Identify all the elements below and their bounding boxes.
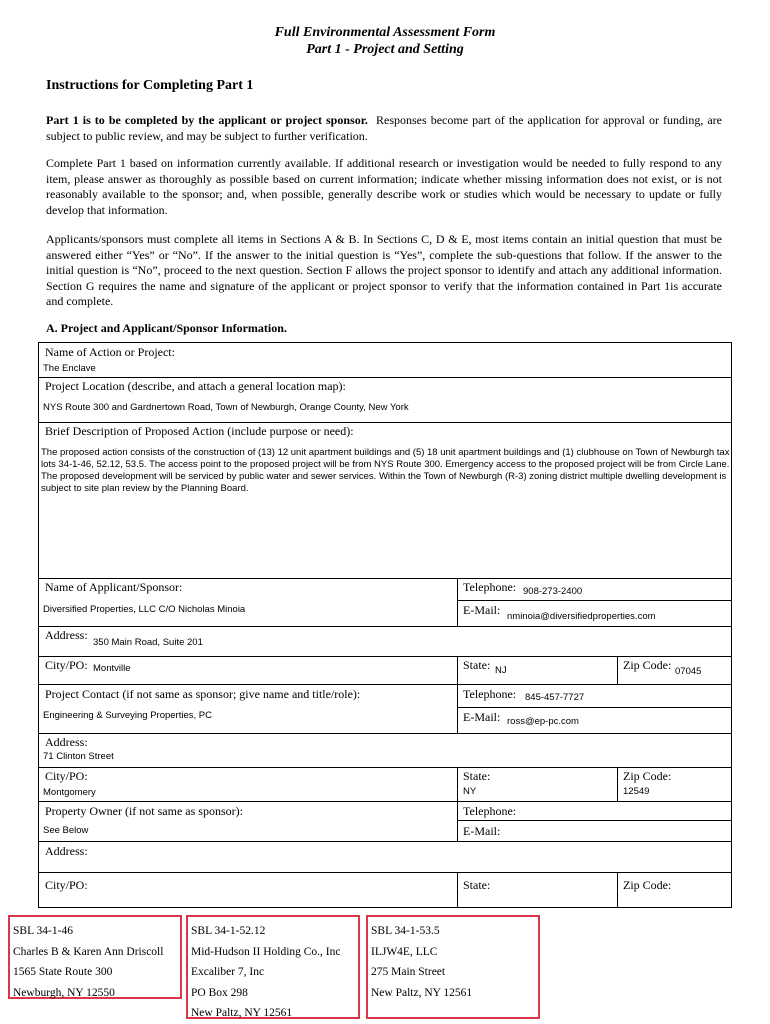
divider	[39, 684, 731, 685]
divider	[39, 767, 731, 768]
owner-state-label: State:	[463, 878, 491, 892]
contact-state-value[interactable]: NY	[463, 786, 477, 797]
applicant-email-value[interactable]: nminoia@diversifiedproperties.com	[507, 611, 656, 622]
contact-telephone-label: Telephone:	[463, 687, 517, 701]
owner-city: New Paltz, NY 12561	[371, 986, 473, 999]
form-title: Full Environmental Assessment Form	[274, 25, 496, 40]
owner-street: 275 Main Street	[371, 966, 446, 978]
divider	[457, 872, 458, 907]
applicant-state-value[interactable]: NJ	[495, 665, 507, 676]
description-value[interactable]: The proposed action consists of the construction of (13) 12 unit apartment buildings and (5) 18 unit apartment buildings and (1) clubhouse on Town of Newburgh tax lots 34-1-46, 52.12, 53.5. The access point to the proposed project will be from NYS Route 300. Emergency access to the proposed project will be from Circle Lane. The proposed development will be serviced by public water and sewer services. Within the Town of Newburgh (R-3) zoning district multiple dwelling development is subject to site plan review by the Planning Board.	[41, 447, 730, 494]
divider	[39, 841, 731, 842]
action-name-label: Name of Action or Project:	[45, 345, 175, 359]
divider	[457, 578, 458, 626]
owner-zip-label: Zip Code:	[623, 878, 672, 892]
project-contact-label: Project Contact (if not same as sponsor; give name and title/role):	[45, 687, 361, 701]
divider	[457, 656, 458, 684]
instructions-paragraph-2: Complete Part 1 based on information currently available. If additional research or investigation would be needed to fully respond to any item, please answer as thoroughly as possible based on current information; indicate whether missing information does not exist, or is not reasonably available to the sponsor; and, when possible, generally describe work or studies which would be necessary to update or fully develop that information.	[46, 156, 722, 217]
divider	[39, 377, 731, 378]
contact-telephone-value[interactable]: 845-457-7727	[525, 692, 585, 703]
applicant-name-label: Name of Applicant/Sponsor:	[45, 580, 183, 594]
owner-box-34-1-53-5	[366, 915, 540, 1019]
divider	[39, 578, 731, 579]
contact-email-value[interactable]: ross@ep-pc.com	[507, 716, 579, 727]
owner-name: Mid-Hudson II Holding Co., Inc	[191, 945, 341, 958]
description-label: Brief Description of Proposed Action (include purpose or need):	[45, 424, 354, 438]
applicant-email-label: E-Mail:	[463, 603, 501, 617]
applicant-telephone-label: Telephone:	[463, 580, 517, 594]
project-location-label: Project Location (describe, and attach a general location map):	[45, 379, 346, 393]
owner-box-34-1-46	[8, 915, 182, 999]
instructions-heading: Instructions for Completing Part 1	[46, 78, 254, 93]
instructions-paragraph-1	[46, 113, 722, 144]
contact-city-label: City/PO:	[45, 769, 88, 783]
contact-city-value[interactable]: Montgomery	[43, 787, 96, 798]
owner-address-label: Address:	[45, 844, 88, 858]
contact-state-label: State:	[463, 769, 491, 783]
owner-city: Newburgh, NY 12550	[13, 986, 115, 999]
divider	[617, 872, 618, 907]
applicant-address-label: Address:	[45, 628, 88, 642]
owner-name: ILJW4E, LLC	[371, 945, 438, 958]
owner-sbl: SBL 34-1-46	[13, 925, 73, 937]
contact-zip-label: Zip Code:	[623, 769, 672, 783]
divider	[457, 600, 731, 601]
contact-address-value[interactable]: 71 Clinton Street	[43, 751, 114, 762]
divider	[617, 767, 618, 801]
divider	[39, 733, 731, 734]
owner-city-label: City/PO:	[45, 878, 88, 892]
contact-zip-value[interactable]: 12549	[623, 786, 650, 797]
owner-sbl: SBL 34-1-52.12	[191, 925, 266, 937]
applicant-telephone-value[interactable]: 908-273-2400	[523, 586, 583, 597]
applicant-state-label: State:	[463, 658, 491, 672]
property-owner-value[interactable]: See Below	[43, 825, 89, 836]
owner-name: Charles B & Karen Ann Driscoll	[13, 945, 164, 958]
instructions-paragraph-3: Applicants/sponsors must complete all items in Sections A & B. In Sections C, D & E, most items contain an initial question that must be answered either “Yes” or “No”. If the answer to the initial question is “Yes”, complete the sub-questions that follow. If the answer to the initial question is “No”, proceed to the next question. Section F allows the project sponsor to identify and attach any additional information. Section G requires the name and signature of the applicant or project sponsor to verify that the information contained in Part 1is accurate and complete.	[46, 232, 722, 308]
project-contact-value[interactable]: Engineering & Surveying Properties, PC	[43, 710, 212, 721]
paragraph-1-bold: Part 1 is to be completed by the applicant or project sponsor.	[46, 113, 368, 127]
owner-box-34-1-52-12	[186, 915, 360, 1019]
divider	[457, 767, 458, 801]
applicant-city-value[interactable]: Montville	[93, 663, 131, 674]
divider	[39, 872, 731, 873]
owner-company: Excaliber 7, Inc	[191, 966, 265, 978]
divider	[39, 626, 731, 627]
divider	[457, 801, 458, 841]
applicant-address-value[interactable]: 350 Main Road, Suite 201	[93, 637, 203, 648]
applicant-zip-label: Zip Code:	[623, 658, 672, 672]
form-subtitle: Part 1 - Project and Setting	[306, 42, 464, 57]
action-name-value[interactable]: The Enclave	[43, 363, 96, 374]
divider	[39, 656, 731, 657]
property-owner-label: Property Owner (if not same as sponsor):	[45, 804, 243, 818]
contact-address-label: Address:	[45, 735, 88, 749]
paragraph-1-text: Responses become part of the application for approval or funding, are subject to public review, and may be subject to further verification.	[46, 113, 723, 143]
owner-sbl: SBL 34-1-53.5	[371, 925, 440, 937]
divider	[39, 801, 731, 802]
applicant-city-label: City/PO:	[45, 658, 88, 672]
section-a-heading: A. Project and Applicant/Sponsor Information.	[46, 321, 287, 335]
contact-email-label: E-Mail:	[463, 710, 501, 724]
divider	[617, 656, 618, 684]
applicant-name-value[interactable]: Diversified Properties, LLC C/O Nicholas Minoia	[43, 604, 246, 615]
owner-email-label: E-Mail:	[463, 824, 501, 838]
owner-city: New Paltz, NY 12561	[191, 1007, 293, 1019]
owner-po-box: PO Box 298	[191, 986, 248, 999]
divider	[457, 820, 731, 821]
project-information-form	[38, 342, 732, 908]
divider	[39, 422, 731, 423]
owner-telephone-label: Telephone:	[463, 804, 517, 818]
divider	[457, 707, 731, 708]
divider	[457, 684, 458, 733]
owner-street: 1565 State Route 300	[13, 966, 113, 978]
project-location-value[interactable]: NYS Route 300 and Gardnertown Road, Town of Newburgh, Orange County, New York	[43, 402, 409, 413]
applicant-zip-value[interactable]: 07045	[675, 666, 702, 677]
